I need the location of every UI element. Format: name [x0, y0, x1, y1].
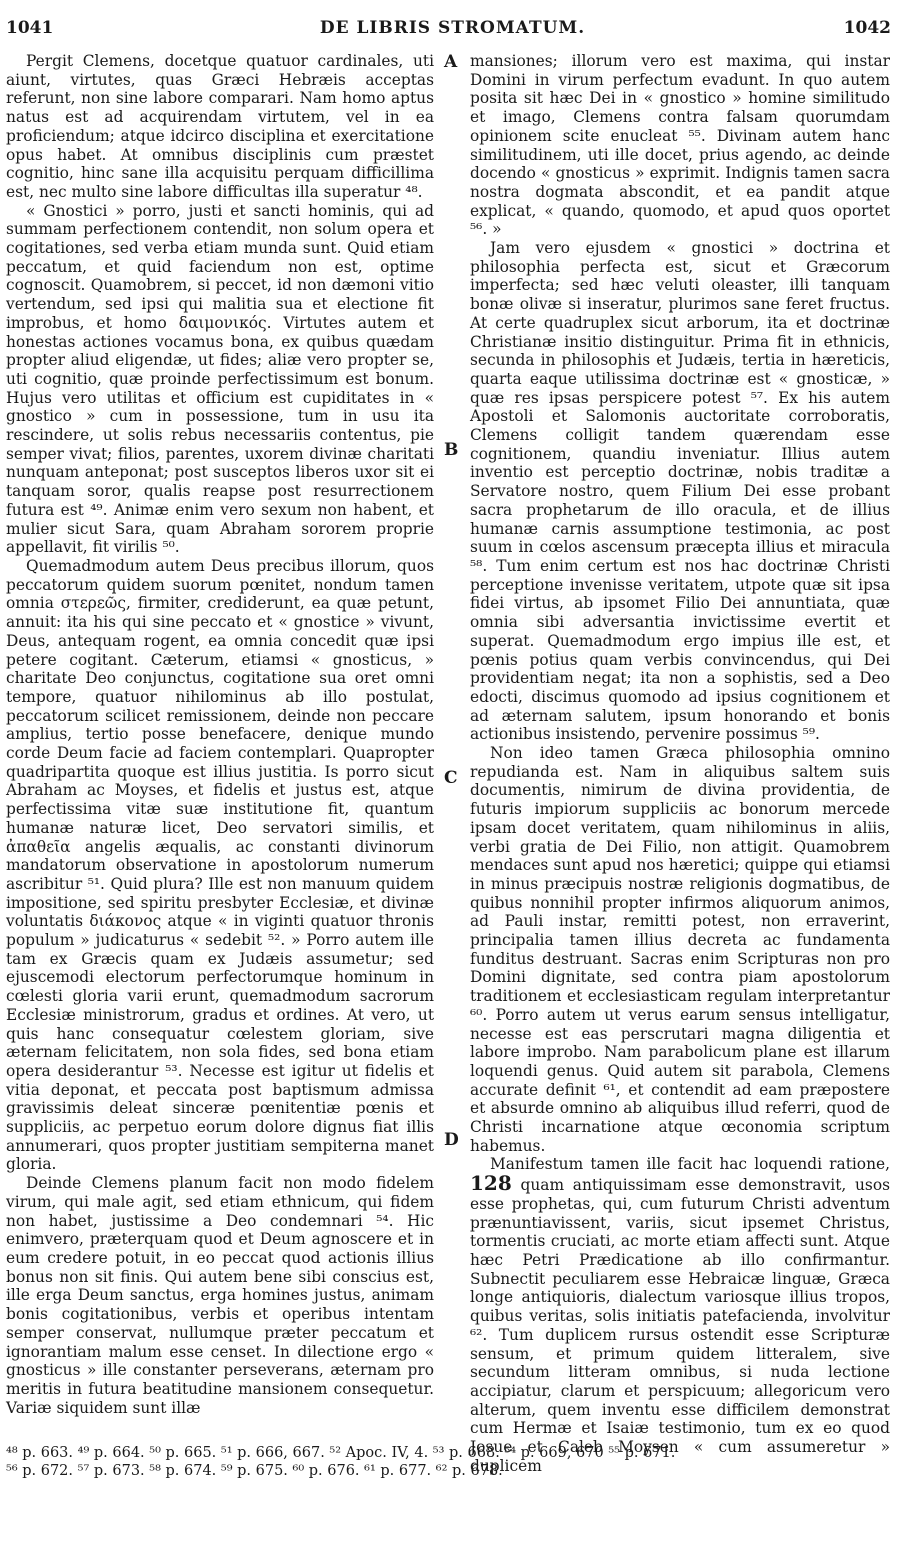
section-marker-c: C: [444, 768, 458, 788]
left-paragraph-4: Deinde Clemens planum facit non modo fidelem virum, qui male agit, sed etiam ethnicum, qui fidem non habet, justissime a Deo condemnari ⁵⁴. Hic enimvero, præterquam quod et Deum agnoscere et in eum credere potuit, in eo peccat quod actionis illius bonus non sit finis. Qui autem bene sibi conscius est, ille erga Deum sanctus, erga homines justus, animam bonis cogitationibus, verbis et operibus intentam semper conservat, nullumque præter peccatum et ignorantiam malum esse censet. In dilectione ergo « gnosticus » ille constanter perseverans, æternam pro meritis in futura beatitudine mansionem consequetur. Variæ siquidem sunt illæ: [6, 1174, 434, 1417]
paragraph-4-rest: quam antiquissimam esse demonstravit, usos esse prophetas, qui, cum futurum Christi adventum prænuntiavissent, variis, sicut ipsemet Christus, tormentis cruciati, ac morte etiam affecti sunt. Atque hæc Petri Prædicatione ab illo confirmantur. Subnectit peculiarem esse Hebraicæ linguæ, Græca longe antiquioris, dialectum variosque illius tropos, quibus veritas, solis initiatis patefacienda, involvitur ⁶². Tum duplicem rursus ostendit esse Scripturæ sensum, et primum quidem litteralem, sive secundum litteram omnibus, si nuda lectione accipiatur, clarum et perspicuum; allegoricum vero alterum, quem inventu esse difficilem demonstrat cum Hermæ et Isaiæ testimonio, tum ex eo quod Josue et Caleb Moysen « cum assumeretur » duplicem: [470, 1176, 890, 1475]
footnote-line-1: ⁴⁸ p. 663. ⁴⁹ p. 664. ⁵⁰ p. 665. ⁵¹ p. 666, 667. ⁵² Apoc. IV, 4. ⁵³ p. 668. ⁵⁴ p. 669, 670 ⁵⁵ p. 671.: [6, 1445, 676, 1461]
page-number-right: 1042: [843, 18, 891, 38]
column-number: 128: [470, 1171, 512, 1196]
section-marker-b: B: [444, 440, 459, 460]
running-title: DE LIBRIS STROMATUM.: [319, 18, 586, 38]
right-paragraph-2: Jam vero ejusdem « gnostici » doctrina et philosophia perfecta est, sicut et Græcorum imperfecta; sed hæc veluti oleaster, illi tanquam bonæ olivæ si inseratur, plurimos sane feret fructus. At certe quadruplex sicut arborum, ita et doctrinæ Christianæ insitio distinguitur. Prima fit in ethnicis, secunda in philosophis et Judæis, tertia in hæreticis, quarta eaque utilissima doctrinæ est « gnosticæ, » quæ res ipsas perspicere potest ⁵⁷. Ex his autem Apostoli et Salomonis auctoritate corroboratis, Clemens colligit tandem quærendam esse cognitionem, quandiu inveniatur. Illius autem inventio est perceptio doctrinæ, nobis traditæ a Servatore nostro, quem Filium Dei esse probant sacra prophetarum de illo oracula, et de illius humanæ carnis assumptione testimonia, ac post suum in cœlos ascensum præcepta illius et miracula ⁵⁸. Tum enim certum est nos hac doctrinæ Christi perceptione invenisse veritatem, utpote quæ sit ipsa fidei virtus, ab ipsomet Filio Dei annuntiata, quæ omnia sibi adversantia invictissime evertit et superat. Quemadmodum ergo impius ille est, et pœnis potius quam verbis convincendus, qui Dei providentiam negat; ita non a sophistis, sed a Deo edocti, discimus quomodo ad ipsius cognitionem et ad æternam salutem, ipsum honorando et bonis actionibus insistendo, pervenire possimus ⁵⁹.: [470, 239, 890, 744]
right-paragraph-1: mansiones; illorum vero est maxima, qui instar Domini in virum perfectum evadunt. In quo autem posita sit hæc Dei in « gnostico » homine similitudo et imago, Clemens contra falsam quorumdam opinionem scite enucleat ⁵⁵. Divinam autem hanc similitudinem, uti ille docet, prius agendo, ac deinde docendo « gnosticus » exprimit. Indignis tamen sacra nostra dogmata abscondit, et ea pandit atque explicat, « quando, quomodo, et apud quos oportet ⁵⁶. »: [470, 52, 890, 239]
page-number-left: 1041: [6, 18, 54, 38]
footnote-line-2: ⁵⁶ p. 672. ⁵⁷ p. 673. ⁵⁸ p. 674. ⁵⁹ p. 675. ⁶⁰ p. 676. ⁶¹ p. 677. ⁶² p. 678.: [6, 1463, 503, 1479]
running-header: [0, 18, 905, 42]
left-paragraph-1: Pergit Clemens, docetque quatuor cardinales, uti aiunt, virtutes, quas Græci Hebræis acceptas referunt, non sine labore comparari. Nam homo aptus natus est ad acquirendam virtutem, vel in ea proficiendum; atque idcirco disciplina et exercitatione opus habet. At omnibus disciplinis cum præstet cognitio, hinc sane illa acquisitu perquam difficillima est, nec multo sine labore difficultas illa superatur ⁴⁸.: [6, 52, 434, 201]
section-marker-d: D: [444, 1130, 459, 1150]
right-paragraph-3: Non ideo tamen Græca philosophia omnino repudianda est. Nam in aliquibus saltem suis documentis, nimirum de divina providentia, de futuris impiorum suppliciis ac bonorum mercede ipsam docet veritatem, quam nihilominus in aliis, verbi gratia de Dei Filio, non attigit. Quamobrem mendaces sunt apud nos hæretici; quippe qui etiamsi in minus præcipuis nostræ religionis dogmatibus, de quibus nonnihil propter infirmos aliquorum animos, ad Pauli instar, remitti potest, non erraverint, principalia tamen illius decreta ac fundamenta funditus destruant. Sacras enim Scripturas non pro Domini dignitate, sed contra piam apostolorum traditionem et ecclesiasticam regulam interpretantur ⁶⁰. Porro autem ut verus earum sensus intelligatur, necesse est eas perscrutari magna diligentia et labore improbo. Nam parabolicum plane est illarum loquendi genus. Quid autem sit parabola, Clemens accurate definit ⁶¹, et contendit ad eam præpostere et absurde omnino ab aliquibus illud referri, quod de Christi incarnatione atque œconomia scriptum habemus.: [470, 744, 890, 1155]
left-paragraph-2: « Gnostici » porro, justi et sancti hominis, qui ad summam perfectionem contendit, non solum opera et cogitationes, sed verba etiam munda sunt. Quid etiam peccatum, et quid faciendum non est, optime cognoscit. Quamobrem, si peccet, id non dæmoni vitio vertendum, sed ipsi qui malitia sua et electione fit improbus, et homo δαιμονικός. Virtutes autem et honestas actiones vocamus bona, ex quibus quædam propter aliud eligendæ, ut fides; aliæ vero propter se, uti cognitio, quæ proinde perfectissimum est bonum. Hujus vero utilitas et officium est cupiditates in « gnostico » cum in possessione, tum in usu ita rescindere, ut solis rebus necessariis contentus, pie semper vivat; filios, parentes, uxorem divinæ charitati nunquam anteponat; post susceptos liberos uxor sit ei tanquam soror, qualis reapse post resurrectionem futura est ⁴⁹. Animæ enim vero sexum non habent, et mulier sicut Sara, quam Abraham sororem proprie appellavit, fit virilis ⁵⁰.: [6, 201, 434, 557]
right-column: [470, 52, 890, 1475]
right-paragraph-4: [470, 1155, 890, 1475]
left-column: [6, 52, 434, 1437]
left-paragraph-3: Quemadmodum autem Deus precibus illorum, quos peccatorum quidem suorum pœnitet, nondum tamen omnia στερεῶς, firmiter, crediderunt, ea quæ petunt, annuit: ita his qui sine peccato et « gnostice » vivunt, Deus, antequam rogent, ea omnia concedit quæ ipsi petere cogitant. Cæterum, etiamsi « gnosticus, » charitate Deo conjunctus, cogitatione sua oret omni tempore, quatuor nihilominus ab illo postulat, peccatorum scilicet remissionem, deinde non peccare amplius, tertio posse benefacere, denique mundo corde Deum facie ad faciem contemplari. Quapropter quadripartita quoque est illius justitia. Is porro sicut Abraham ac Moyses, et fidelis et justus est, atque perfectissima vitæ suæ institutione fit, quantum humanæ naturæ licet, Deo servatori similis, et ἀπαθεῖα angelis æqualis, ac constanti divinorum mandatorum observatione in apostolorum numerum ascribitur ⁵¹. Quid plura? Ille est non manuum quidem impositione, sed spiritu presbyter Ecclesiæ, et divinæ voluntatis διάκονος atque « in viginti quatuor thronis populum » judicaturus « sedebit ⁵². » Porro autem ille tam ex Græcis quam ex Judæis assumetur; sed ejuscemodi electorum perfectorumque hominum in cœlesti gloria varii erunt, quemadmodum sacrorum Ecclesiæ ministrorum, gradus et ordines. At vero, ut quis hanc consequatur cœlestem gloriam, sive æternam felicitatem, non sola fides, sed bona etiam opera desiderantur ⁵³. Necesse est igitur ut fidelis et vitia deponat, et peccata post baptismum admissa gravissimis deleat sinceræ pœnitentiæ pœnis et suppliciis, ac perpetuo eorum dolore dignus fiat illis annumerari, quos propter justitiam sempiterna manet gloria.: [6, 556, 434, 1174]
footnotes: [6, 1444, 896, 1480]
section-marker-a: A: [444, 52, 458, 72]
paragraph-4-start: Manifestum tamen ille facit hac loquendi ratione,: [490, 1155, 890, 1174]
